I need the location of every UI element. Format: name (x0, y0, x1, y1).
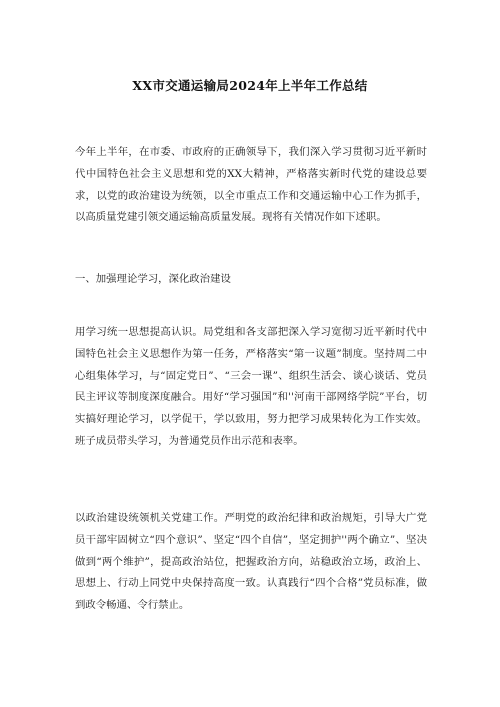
body-paragraph: 用学习统一思想提高认识。局党组和各支部把深入学习宽彻习近平新时代中国特色社会主义思想作为第一任务，严格落实“第一议题”制度。坚持周二中心组集体学习，与“固定党日”、“三会一课”、组织生活会、谈心谈话、党员民主评议等制度深度融合。用好“学习强国”和''河南干部网络学院”平台，切实搞好理论学习，以学促干，学以致用，努力把学习成果转化为工作实效。班子成员带头学习，为普通党员作出示范和表率。 (75, 326, 427, 447)
intro-paragraph: 今年上半年，在市委、市政府的正确领导下，我们深入学习贯彻习近平新时代中国特色社会主义思想和党的XX大精神，严格落实新时代党的建设总要求，以党的政治建设为统领，以全市重点工作和交通运输中心工作为抓手，以高质量党建引领交通运输高质量发展。现将有关情况作如下述职。 (75, 146, 427, 224)
section-heading: 一、加强理论学习，深化政治建设 (75, 273, 231, 285)
document-title: XX市交通运输局2024年上半年工作总结 (132, 78, 368, 93)
body-paragraph: 以政治建设统领机关党建工作。严明党的政治纪律和政治规矩，引导大广党员干部牢固树立“四个意识”、坚定“四个自信”，坚定拥护''两个确立”、坚决做到“两个维护”，提高政治站位，把握政治方向，站稳政治立场，政治上、思想上、行动上同党中央保持高度一致。认真践行“四个合格”党员标准，做到政令畅通、令行禁止。 (75, 512, 427, 612)
